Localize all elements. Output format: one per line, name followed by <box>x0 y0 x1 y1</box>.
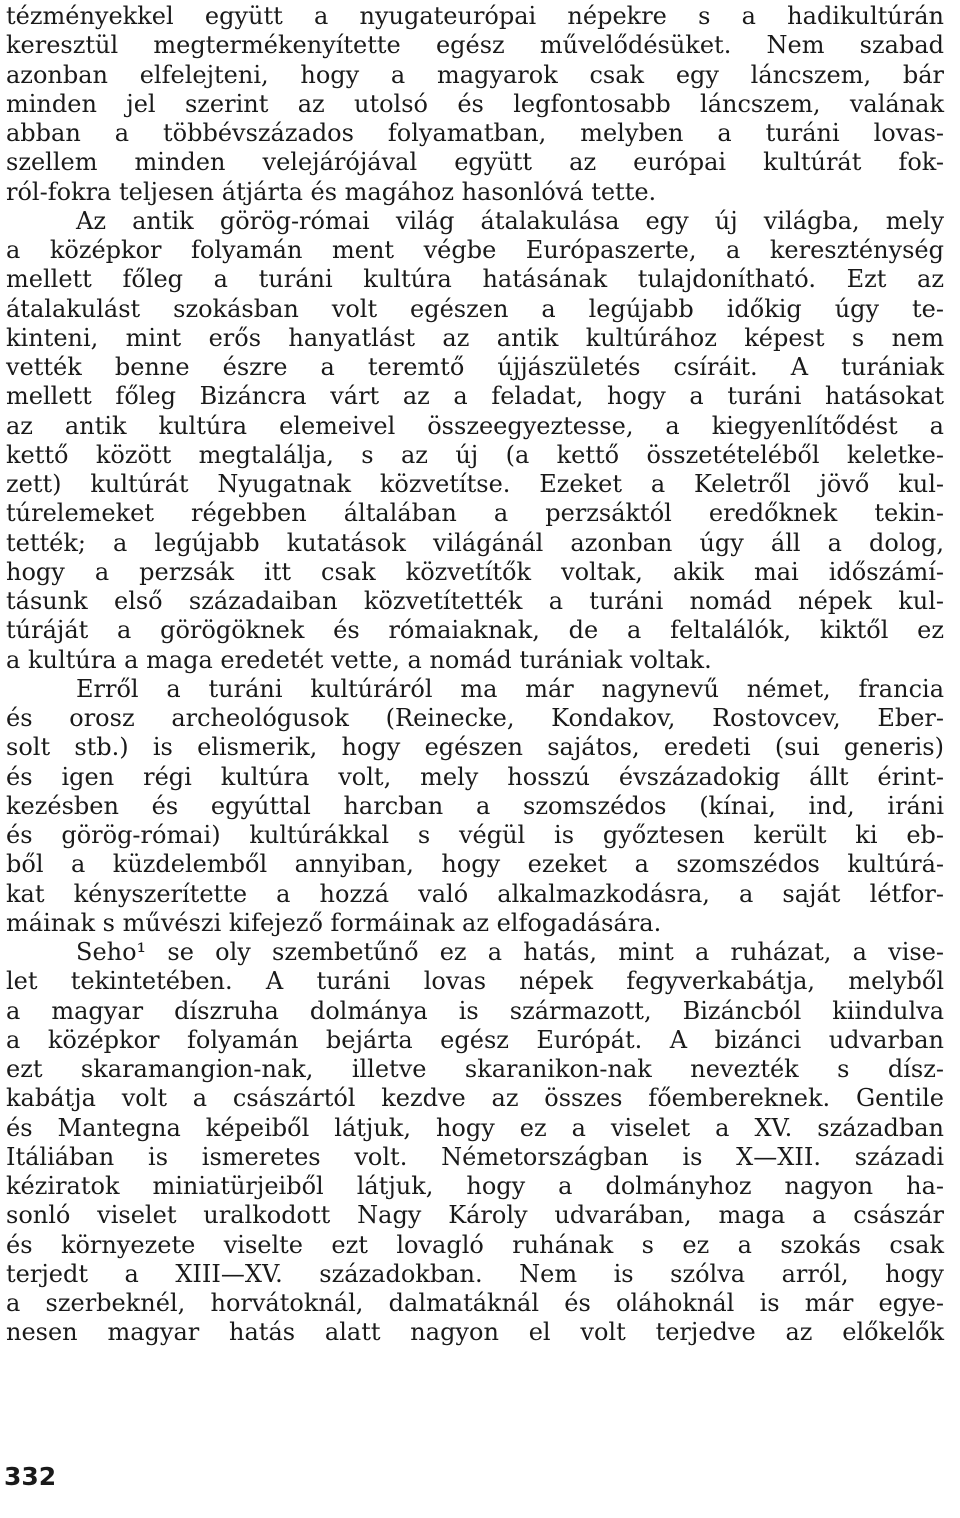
text-line: ról-fokra teljesen átjárta és magához hasonlóvá tette. <box>6 177 657 206</box>
text-line: túráját a görögöknek és rómaiaknak, de a feltalálók, kiktől ez <box>6 616 944 645</box>
text-line: ből a küzdelemből annyiban, hogy ezeket a szomszédos kultúrá- <box>6 850 944 879</box>
text-line: és környezete viselte ezt lovagló ruhának s ez a szokás csak <box>6 1230 944 1259</box>
text-line: mellett főleg a turáni kultúra hatásának tulajdonítható. Ezt az <box>6 265 944 294</box>
text-line: Seho¹ se oly szembetűnő ez a hatás, mint a ruházat, a vise- <box>76 938 944 966</box>
text-line: kettő között megtalálja, s az új (a kettő összetételéből keletke- <box>6 440 944 469</box>
text-line: ezt skaramangion-nak, illetve skaranikon-nak nevezték s dísz- <box>6 1055 944 1083</box>
text-line: vették benne észre a teremtő újjászületés csíráit. A turániak <box>6 353 944 381</box>
text-line: kezésben és egyúttal harcban a szomszédos (kínai, ind, iráni <box>6 791 944 820</box>
text-line: tették; a legújabb kutatások világánál azonban úgy áll a dolog, <box>6 528 944 557</box>
text-line: kinteni, mint erős hanyatlást az antik kultúrához képest s nem <box>6 323 944 352</box>
text-line: azonban elfelejteni, hogy a magyarok csak egy láncszem, bár <box>6 60 944 89</box>
text-line: a középkor folyamán bejárta egész Európát. A bizánci udvarban <box>6 1025 944 1054</box>
text-line: mellett főleg Bizáncra várt az a feladat, hogy a turáni hatásokat <box>6 382 944 411</box>
text-line: nesen magyar hatás alatt nagyon el volt terjedve az előkelők <box>6 1318 944 1347</box>
text-line: és orosz archeológusok (Reinecke, Kondakov, Rostovcev, Eber- <box>6 704 944 732</box>
text-line: kéziratok miniatürjeiből látjuk, hogy a dolmányhoz nagyon ha- <box>6 1172 944 1200</box>
text-line: sonló viselet uralkodott Nagy Károly udvarában, maga a császár <box>6 1201 944 1230</box>
text-line: zett) kultúrát Nyugatnak közvetítse. Ezeket a Keletről jövő kul- <box>6 470 944 498</box>
text-line: a középkor folyamán ment végbe Európaszerte, a kereszténység <box>6 236 944 264</box>
text-line: és görög-római) kultúrákkal s végül is győztesen került ki eb- <box>6 821 944 849</box>
text-line: kat kényszerítette a hozzá való alkalmazkodásra, a saját létfor- <box>6 879 944 908</box>
text-line: a szerbeknél, horvátoknál, dalmatáknál és oláhoknál is már egye- <box>6 1289 944 1317</box>
text-line: kabátja volt a császártól kezdve az összes főembereknek. Gentile <box>6 1084 944 1113</box>
text-line: átalakulást szokásban volt egészen a legújabb időkig úgy te- <box>6 294 944 323</box>
text-line: let tekintetében. A turáni lovas népek fegyverkabátja, melyből <box>6 967 944 996</box>
text-line: Az antik görög-római világ átalakulása egy új világba, mely <box>76 206 944 235</box>
text-line: hogy a perzsák itt csak közvetítők voltak, akik mai időszámí- <box>6 557 944 586</box>
text-line: a kultúra a maga eredetét vette, a nomád turániak voltak. <box>6 645 712 674</box>
text-line: solt stb.) is elismerik, hogy egészen sajátos, eredeti (sui generis) <box>6 733 944 762</box>
text-line: minden jel szerint az utolsó és legfontosabb láncszem, valának <box>6 89 944 118</box>
text-line: és Mantegna képeiből látjuk, hogy ez a viselet a XV. században <box>6 1113 944 1142</box>
text-line: Erről a turáni kultúráról ma már nagynevű német, francia <box>76 674 944 703</box>
page-number: 332 <box>4 1462 57 1491</box>
text-line: máinak s művészi kifejező formáinak az elfogadására. <box>6 908 662 937</box>
text-line: tézményekkel együtt a nyugateurópai népekre s a hadikultúrán <box>6 2 944 30</box>
text-line: túrelemeket régebben általában a perzsáktól eredőknek tekin- <box>6 499 944 528</box>
text-line: tásunk első századaiban közvetítették a turáni nomád népek kul- <box>6 587 944 615</box>
text-line: szellem minden velejárójával együtt az európai kultúrát fok- <box>6 148 944 177</box>
text-line: az antik kultúra elemeivel összeegyeztesse, a kiegyenlítődést a <box>6 411 944 440</box>
text-line: és igen régi kultúra volt, mely hosszú évszázadokig állt érint- <box>6 762 944 791</box>
body-text <box>6 2 944 1348</box>
text-line: keresztül megtermékenyítette egész művelődésüket. Nem szabad <box>6 31 944 60</box>
text-line: abban a többévszázados folyamatban, melyben a turáni lovas- <box>6 119 944 147</box>
text-line: Itáliában is ismeretes volt. Németországban is X—XII. századi <box>6 1142 944 1171</box>
text-line: terjedt a XIII—XV. századokban. Nem is szólva arról, hogy <box>6 1259 944 1288</box>
text-line: a magyar díszruha dolmánya is származott, Bizáncból kiindulva <box>6 996 944 1025</box>
